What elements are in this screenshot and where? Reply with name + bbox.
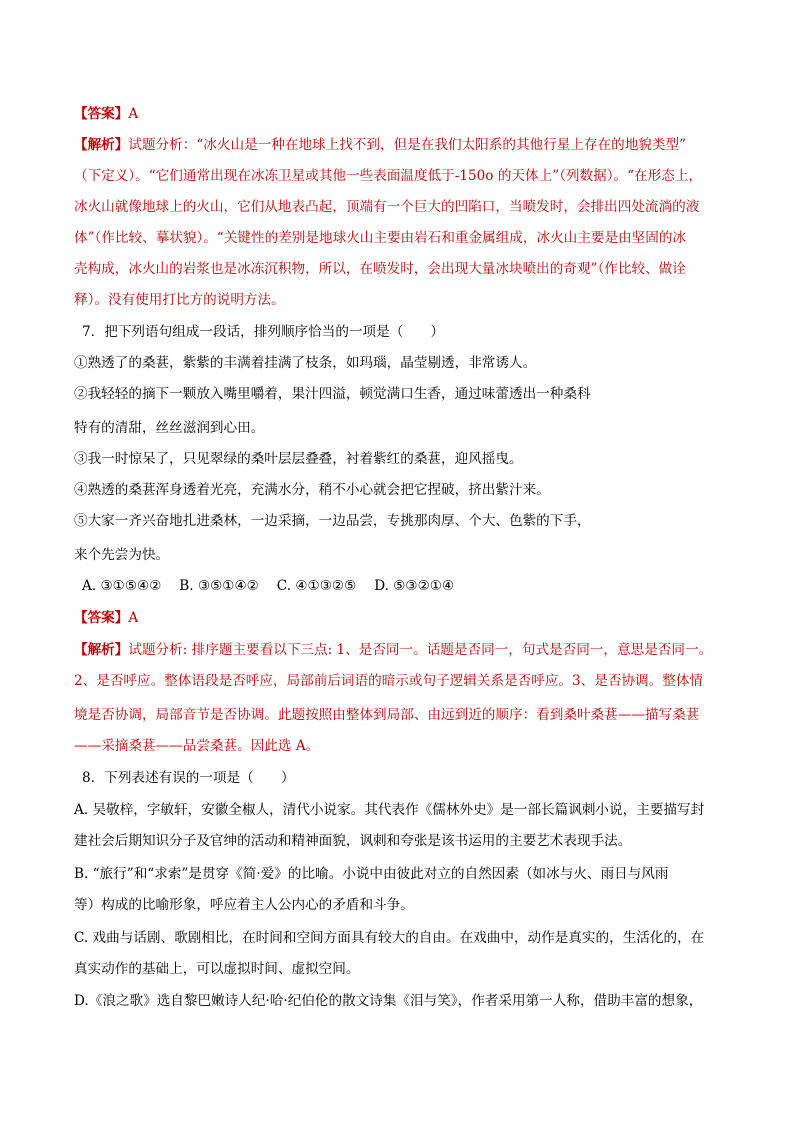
q7-item: ⑤大家一齐兴奋地扎进桑林，一边采摘，一边品尝，专挑那肉厚、个大、色紫的下手， bbox=[74, 513, 591, 529]
q7-item: 特有的清甜，丝丝滋润到心田。 bbox=[74, 420, 265, 436]
q6-analysis-line: （下定义）。“它们通常出现在冰冻卫星或其他一些表面温度低于-150o 的天体上”（列数据）。“在形态上， bbox=[74, 168, 703, 184]
q7-analysis-line: 境是否协调，局部音节是否协调。此题按照由整体到局部、由远到近的顺序：看到桑叶桑葚——描写桑葚 bbox=[74, 707, 700, 723]
answer-value: A bbox=[128, 610, 139, 626]
q8-line: D.《浪之歌》选自黎巴嫩诗人纪·哈·纪伯伦的散文诗集《泪与笑》，作者采用第一人称，借助丰富的想象， bbox=[74, 993, 703, 1009]
q8-line: 建社会后期知识分子及官绅的活动和精神面貌，讽刺和夸张是该书运用的主要艺术表现手法。 bbox=[74, 833, 632, 849]
q7-analysis-line bbox=[74, 640, 712, 660]
q7-analysis-line: 2、是否呼应。整体语段是否呼应，局部前后词语的暗示或句子逻辑关系是否呼应。3、是否协调。整体情 bbox=[74, 673, 704, 689]
q6-analysis-line bbox=[74, 135, 686, 155]
q8-line: B. “旅行”和“求索”是贯穿《简·爱》的比喻。小说中由彼此对立的自然因素（如冰与火、雨日与风雨 bbox=[74, 866, 669, 882]
q7-item: ③我一时惊呆了，只见翠绿的桑叶层层叠叠，衬着紫红的桑葚，迎风摇曳。 bbox=[74, 451, 523, 467]
q7-analysis-line: ——采摘桑葚——品尝桑葚。因此选 A。 bbox=[74, 738, 320, 754]
q7-item: 来个先尝为快。 bbox=[74, 547, 170, 563]
q6-analysis-line: 冰火山就像地球上的火山，它们从地表凸起，顶端有一个巨大的凹陷口，当喷发时，会排出四处流淌的液 bbox=[74, 199, 700, 215]
q8-line: A. 吴敬梓，字敏轩，安徽全椒人，清代小说家。其代表作《儒林外史》是一部长篇讽刺小说，主要描写封 bbox=[74, 802, 705, 818]
q7-item: ④熟透的桑葚浑身透着光亮，充满水分，稍不小心就会把它捏破，挤出紫汁来。 bbox=[74, 482, 550, 498]
q7-stem: 7．把下列语句组成一段话，排列顺序恰当的一项是（ ） bbox=[82, 324, 445, 340]
answer-tag: 【答案】 bbox=[74, 106, 129, 122]
answer-value: A bbox=[128, 106, 139, 122]
q7-item: ②我轻轻的摘下一颗放入嘴里嚼着，果汁四溢，顿觉满口生香，通过味蕾透出一种桑科 bbox=[74, 386, 591, 402]
analysis-tag: 【解析】 bbox=[74, 642, 129, 658]
analysis-text: 试题分析：“冰火山是一种在地球上找不到，但是在我们太阳系的其他行星上存在的地貌类型” bbox=[128, 137, 687, 153]
q7-options: A. ③①⑤④② B. ③⑤①④② C. ④①③②⑤ D. ⑤③②①④ bbox=[82, 578, 455, 594]
q6-analysis-line: 壳构成，冰火山的岩浆也是冰冻沉积物，所以，在喷发时，会出现大量冰块喷出的奇观”（作比较、做诠 bbox=[74, 261, 686, 277]
answer-tag: 【答案】 bbox=[74, 610, 129, 626]
q6-answer bbox=[74, 104, 138, 124]
analysis-text: 试题分析: 排序题主要看以下三点: 1、是否同一。话题是否同一，句式是否同一，意思是否同一。 bbox=[128, 642, 713, 658]
q8-line: C. 戏曲与话剧、歌剧相比，在时间和空间方面具有较大的自由。在戏曲中，动作是真实的，生活化的，在 bbox=[74, 930, 705, 946]
q8-line: 真实动作的基础上，可以虚拟时间、虚拟空间。 bbox=[74, 961, 360, 977]
analysis-tag: 【解析】 bbox=[74, 137, 129, 153]
q8-line: 等）构成的比喻形象，呼应着主人公内心的矛盾和斗争。 bbox=[74, 897, 414, 913]
q8-stem: 8．下列表述有误的一项是（ ） bbox=[82, 770, 295, 786]
q6-analysis-line: 释）。没有使用打比方的说明方法。 bbox=[74, 292, 285, 308]
q7-answer bbox=[74, 608, 138, 628]
q7-item: ①熟透了的桑葚，紫紫的丰满着挂满了枝条，如玛瑙，晶莹剔透，非常诱人。 bbox=[74, 355, 537, 371]
q6-analysis-line: 体”（作比较、摹状貌）。“关键性的差别是地球火山主要由岩石和重金属组成，冰火山主要是由坚固的冰 bbox=[74, 230, 687, 246]
